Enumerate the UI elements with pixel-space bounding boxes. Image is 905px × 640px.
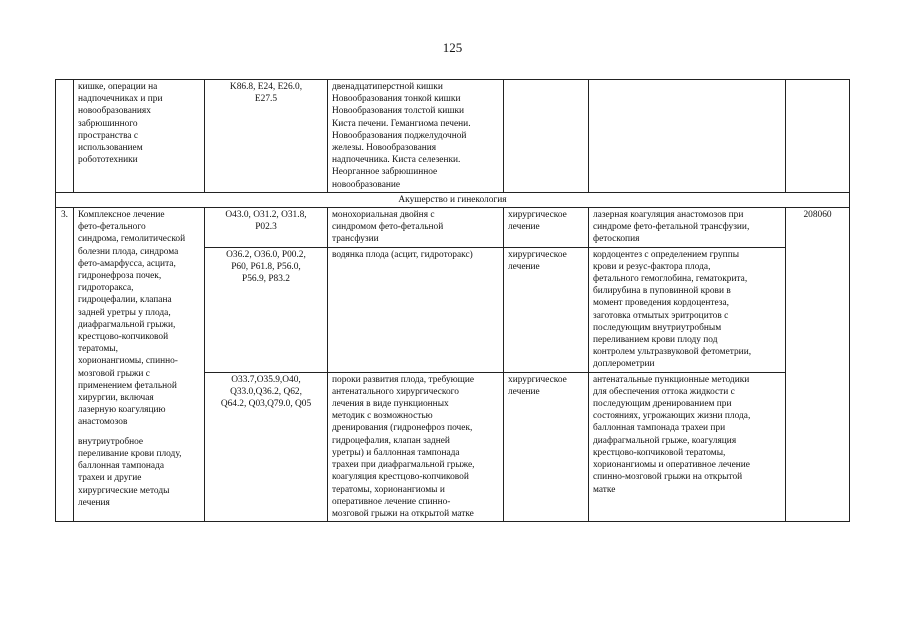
cell-cost xyxy=(786,80,850,193)
section-title: Акушерство и гинекология xyxy=(56,192,850,207)
cell-care-type: кишке, операции на надпочечниках и при новообразованиях забрюшинного пространства с использованием робототехники xyxy=(74,80,205,193)
cell-icd-codes: O33.7,O35.9,O40, Q33.0,Q36.2, Q62, Q64.2, Q03,Q79.0, Q05 xyxy=(205,372,328,521)
cell-icd-codes: O43.0, O31.2, O31.8, P02.3 xyxy=(205,208,328,248)
cell-treatment-method: кордоцентез с определением группы крови и резус-фактора плода, фетального гемоглобина, гематокрита, билирубина в пуповинной крови в момент проведения кордоцентеза, заготовка отмытых эритроцитов с последующим внутриутробным переливанием крови плоду под контролем ультразвуковой фетометрии, доплерометрии xyxy=(589,247,786,372)
cell-patient-model: водянка плода (асцит, гидроторакс) xyxy=(328,247,504,372)
cell-patient-model: пороки развития плода, требующие антенатального хирургического лечения в виде пункционных методик с возможностью дренирования (гидронефроз почек, гидроцефалия, клапан задней уретры) и баллонная тампонада трахеи при диафрагмальной грыже, коагуляция крестцово-копчиковой тератомы, хорионангиомы и оперативное лечение спинно- мозговой грыжи на открытой матке xyxy=(328,372,504,521)
section-row xyxy=(56,192,850,207)
cell-number xyxy=(56,80,74,193)
cell-treatment-method: антенатальные пункционные методики для обеспечения оттока жидкости с последующим дренированием при состояниях, угрожающих жизни плода, баллонная тампонада трахеи при диафрагмальной грыже, коагуляция крестцово-копчиковой тератомы, хорионангиомы и оперативное лечение спинно-мозговой грыжи на открытой матке xyxy=(589,372,786,521)
medical-care-table xyxy=(55,79,850,522)
cell-cost: 208060 xyxy=(786,208,850,522)
table-row xyxy=(56,208,850,248)
cell-patient-model: двенадцатиперстной кишки Новообразования тонкой кишки Новообразования толстой кишки Киста печени. Гемангиома печени. Новообразования поджелудочной железы. Новообразования надпочечника. Киста селезенки. Неорганное забрюшинное новообразование xyxy=(328,80,504,193)
page-number: 125 xyxy=(442,40,463,55)
table-row-continuation xyxy=(56,80,850,193)
cell-icd-codes: K86.8, E24, E26.0, E27.5 xyxy=(205,80,328,193)
cell-patient-model: монохориальная двойня с синдромом фето-фетальной трансфузии xyxy=(328,208,504,248)
care-type-extra: внутриутробное переливание крови плоду, баллонная тампонада трахеи и другие хирургические методы лечения xyxy=(78,436,182,508)
row-number: 3. xyxy=(56,208,74,522)
cell-treatment-method: лазерная коагуляция анастомозов при синдроме фето-фетальной трансфузии, фетоскопия xyxy=(589,208,786,248)
cell-care-type xyxy=(74,208,205,522)
cell-treatment-method xyxy=(589,80,786,193)
care-type-main: Комплексное лечение фето-фетального синдрома, гемолитической болезни плода, синдрома фето-амарфусса, асцита, гидронефроза почек, гидроторакса, гидроцефалии, клапана задней уретры у плода, диафрагмальной грыжи, крестцово-копчиковой тератомы, хорионангиомы, спинно- мозговой грыжи с применением фетальной хирургии, включая лазерную коагуляцию анастомозов xyxy=(78,210,186,428)
cell-treatment-type xyxy=(504,80,589,193)
cell-treatment-type: хирургическое лечение xyxy=(504,372,589,521)
cell-icd-codes: O36.2, O36.0, P00.2, P60, P61.8, P56.0, P56.9, P83.2 xyxy=(205,247,328,372)
cell-treatment-type: хирургическое лечение xyxy=(504,208,589,248)
cell-treatment-type: хирургическое лечение xyxy=(504,247,589,372)
